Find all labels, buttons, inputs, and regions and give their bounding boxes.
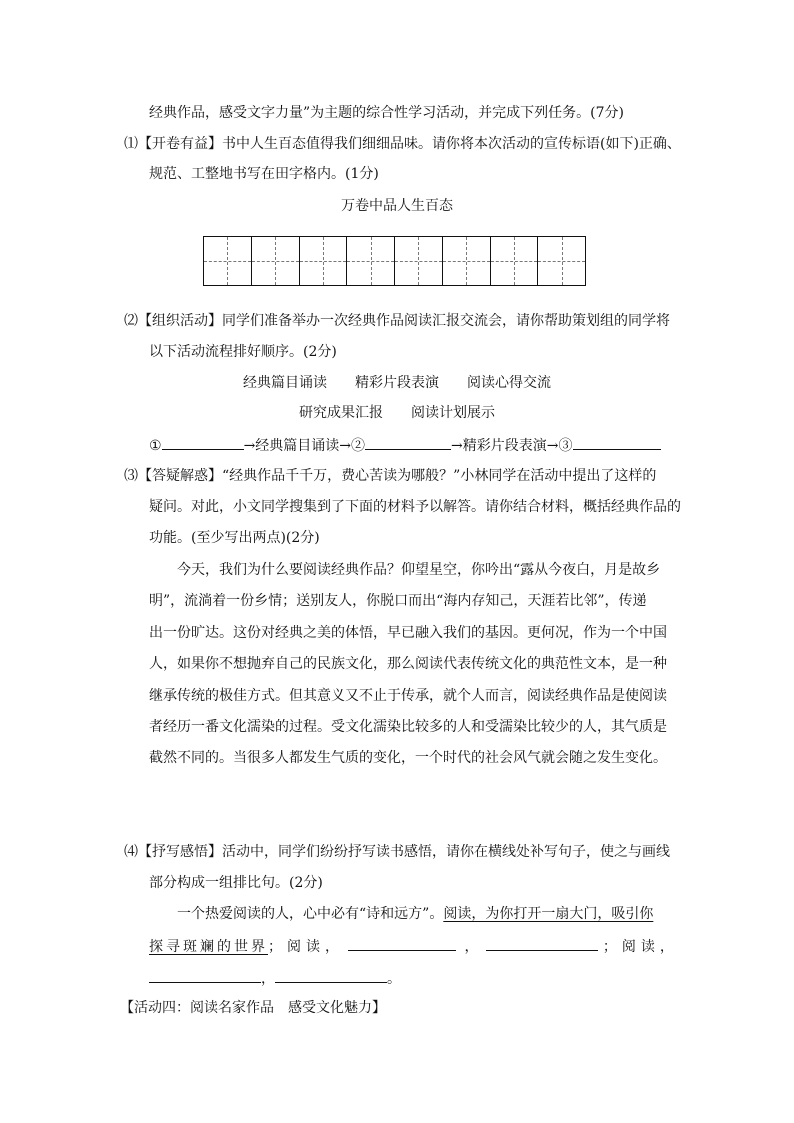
passage-line: 截然不同的。当很多人都发生气质的变化，一个时代的社会风气就会随之发生变化。 — [149, 750, 667, 766]
q4-blank-3[interactable] — [149, 967, 261, 983]
passage-line: 人，如果你不想抛弃自己的民族文化，那么阅读代表传统文化的典范性文本，是一种 — [149, 656, 667, 672]
q2-first-line — [124, 311, 670, 331]
passage-line: 今天，我们为什么要阅读经典作品？仰望星空，你吟出“露从今夜白，月是故乡 — [177, 562, 661, 578]
q1-slogan: 万卷中品人生百态 — [341, 198, 453, 214]
q2-options-row2: 研究成果汇报 阅读计划展示 — [299, 405, 495, 421]
passage-line: 继承传统的极佳方式。但其意义又不止于传承，就个人而言，阅读经典作品是使阅读 — [149, 688, 667, 704]
q3-second-line: 疑问。对此，小文同学搜集到了下面的材料予以解答。请你结合材料，概括经典作品的 — [149, 499, 681, 515]
q4-comma: ， — [464, 939, 479, 955]
q4-text: 活动中，同学们纷纷抒写读书感悟，请你在横线处补写句子，使之与画线 — [222, 844, 670, 860]
q4-blank-4[interactable] — [275, 967, 387, 983]
grid-cell[interactable] — [491, 237, 539, 285]
q4-period: 。 — [387, 971, 401, 987]
q4-number: ⑷ — [124, 844, 138, 860]
passage-line: 者经历一番文化濡染的过程。受文化濡染比较多的人和受濡染比较少的人，其气质是 — [149, 719, 667, 735]
q4-tag: 【抒写感悟】 — [138, 844, 222, 860]
grid-cell[interactable] — [252, 237, 300, 285]
q4-underlined-part-2: 探寻斑斓的世界 — [149, 939, 268, 955]
q4-sentence-line3 — [149, 967, 401, 989]
grid-cell[interactable] — [443, 237, 491, 285]
passage-line: 明”，流淌着一份乡情；送别友人，你脱口而出“海内存知己，天涯若比邻”，传递 — [149, 593, 647, 609]
flow-blank-2[interactable] — [365, 434, 451, 450]
q1-text: 书中人生百态值得我们细细品味。请你将本次活动的宣传标语(如下)正确、 — [222, 136, 681, 152]
flow-arrow-2: →精彩片段表演→③ — [451, 438, 573, 454]
q4-comma-2: ， — [261, 971, 275, 987]
q4-read-prefix: ；阅读， — [268, 939, 344, 955]
q4-first-line — [124, 842, 670, 862]
q4-sentence-plain: 一个热爱阅读的人，心中必有“诗和远方”。 — [177, 906, 444, 922]
q3-tag: 【答疑解惑】 — [138, 468, 222, 484]
q4-read-prefix-2: ；阅读， — [602, 939, 679, 955]
intro-line: 经典作品，感受文字力量”为主题的综合性学习活动，并完成下列任务。(7分) — [149, 105, 624, 121]
tianzige-grid[interactable] — [203, 236, 586, 286]
q4-sentence-line1 — [177, 904, 653, 924]
q4-second-line: 部分构成一组排比句。(2分) — [149, 875, 323, 891]
q1-number: ⑴ — [124, 136, 138, 152]
flow-circle-1: ① — [149, 438, 162, 454]
q4-sentence-line2 — [149, 935, 679, 957]
q2-text: 同学们准备举办一次经典作品阅读汇报交流会，请你帮助策划组的同学将 — [222, 313, 670, 329]
grid-cell[interactable] — [395, 237, 443, 285]
grid-cell[interactable] — [538, 237, 585, 285]
q2-number: ⑵ — [124, 313, 138, 329]
q1-second-line: 规范、工整地书写在田字格内。(1分) — [149, 166, 379, 182]
flow-blank-1[interactable] — [162, 434, 244, 450]
passage-line: 出一份旷达。这份对经典之美的体悟，早已融入我们的基因。更何况，作为一个中国 — [149, 625, 667, 641]
flow-arrow-1: →经典篇目诵读→② — [243, 438, 366, 454]
grid-cell[interactable] — [347, 237, 395, 285]
q3-third-line: 功能。(至少写出两点)(2分) — [149, 530, 320, 546]
grid-cell[interactable] — [300, 237, 348, 285]
q3-number: ⑶ — [124, 468, 138, 484]
q4-underlined-part: 阅读，为你打开一扇大门，吸引你 — [443, 906, 654, 922]
q2-flow — [149, 434, 661, 456]
q2-tag: 【组织活动】 — [138, 313, 222, 329]
q1-first-line — [124, 134, 681, 154]
q3-first-line — [124, 466, 656, 486]
q4-blank-2[interactable] — [486, 935, 598, 951]
q1-tag: 【开卷有益】 — [138, 136, 222, 152]
q3-text: “经典作品千千万，费心苦读为哪般？”小林同学在活动中提出了这样的 — [222, 468, 657, 484]
activity4-heading: 【活动四：阅读名家作品 感受文化魅力】 — [120, 1000, 386, 1016]
flow-blank-3[interactable] — [573, 434, 661, 450]
grid-cell[interactable] — [204, 237, 252, 285]
q4-blank-1[interactable] — [348, 935, 456, 951]
q2-second-line: 以下活动流程排好顺序。(2分) — [149, 344, 337, 360]
q2-options-row1: 经典篇目诵读 精彩片段表演 阅读心得交流 — [243, 375, 551, 391]
